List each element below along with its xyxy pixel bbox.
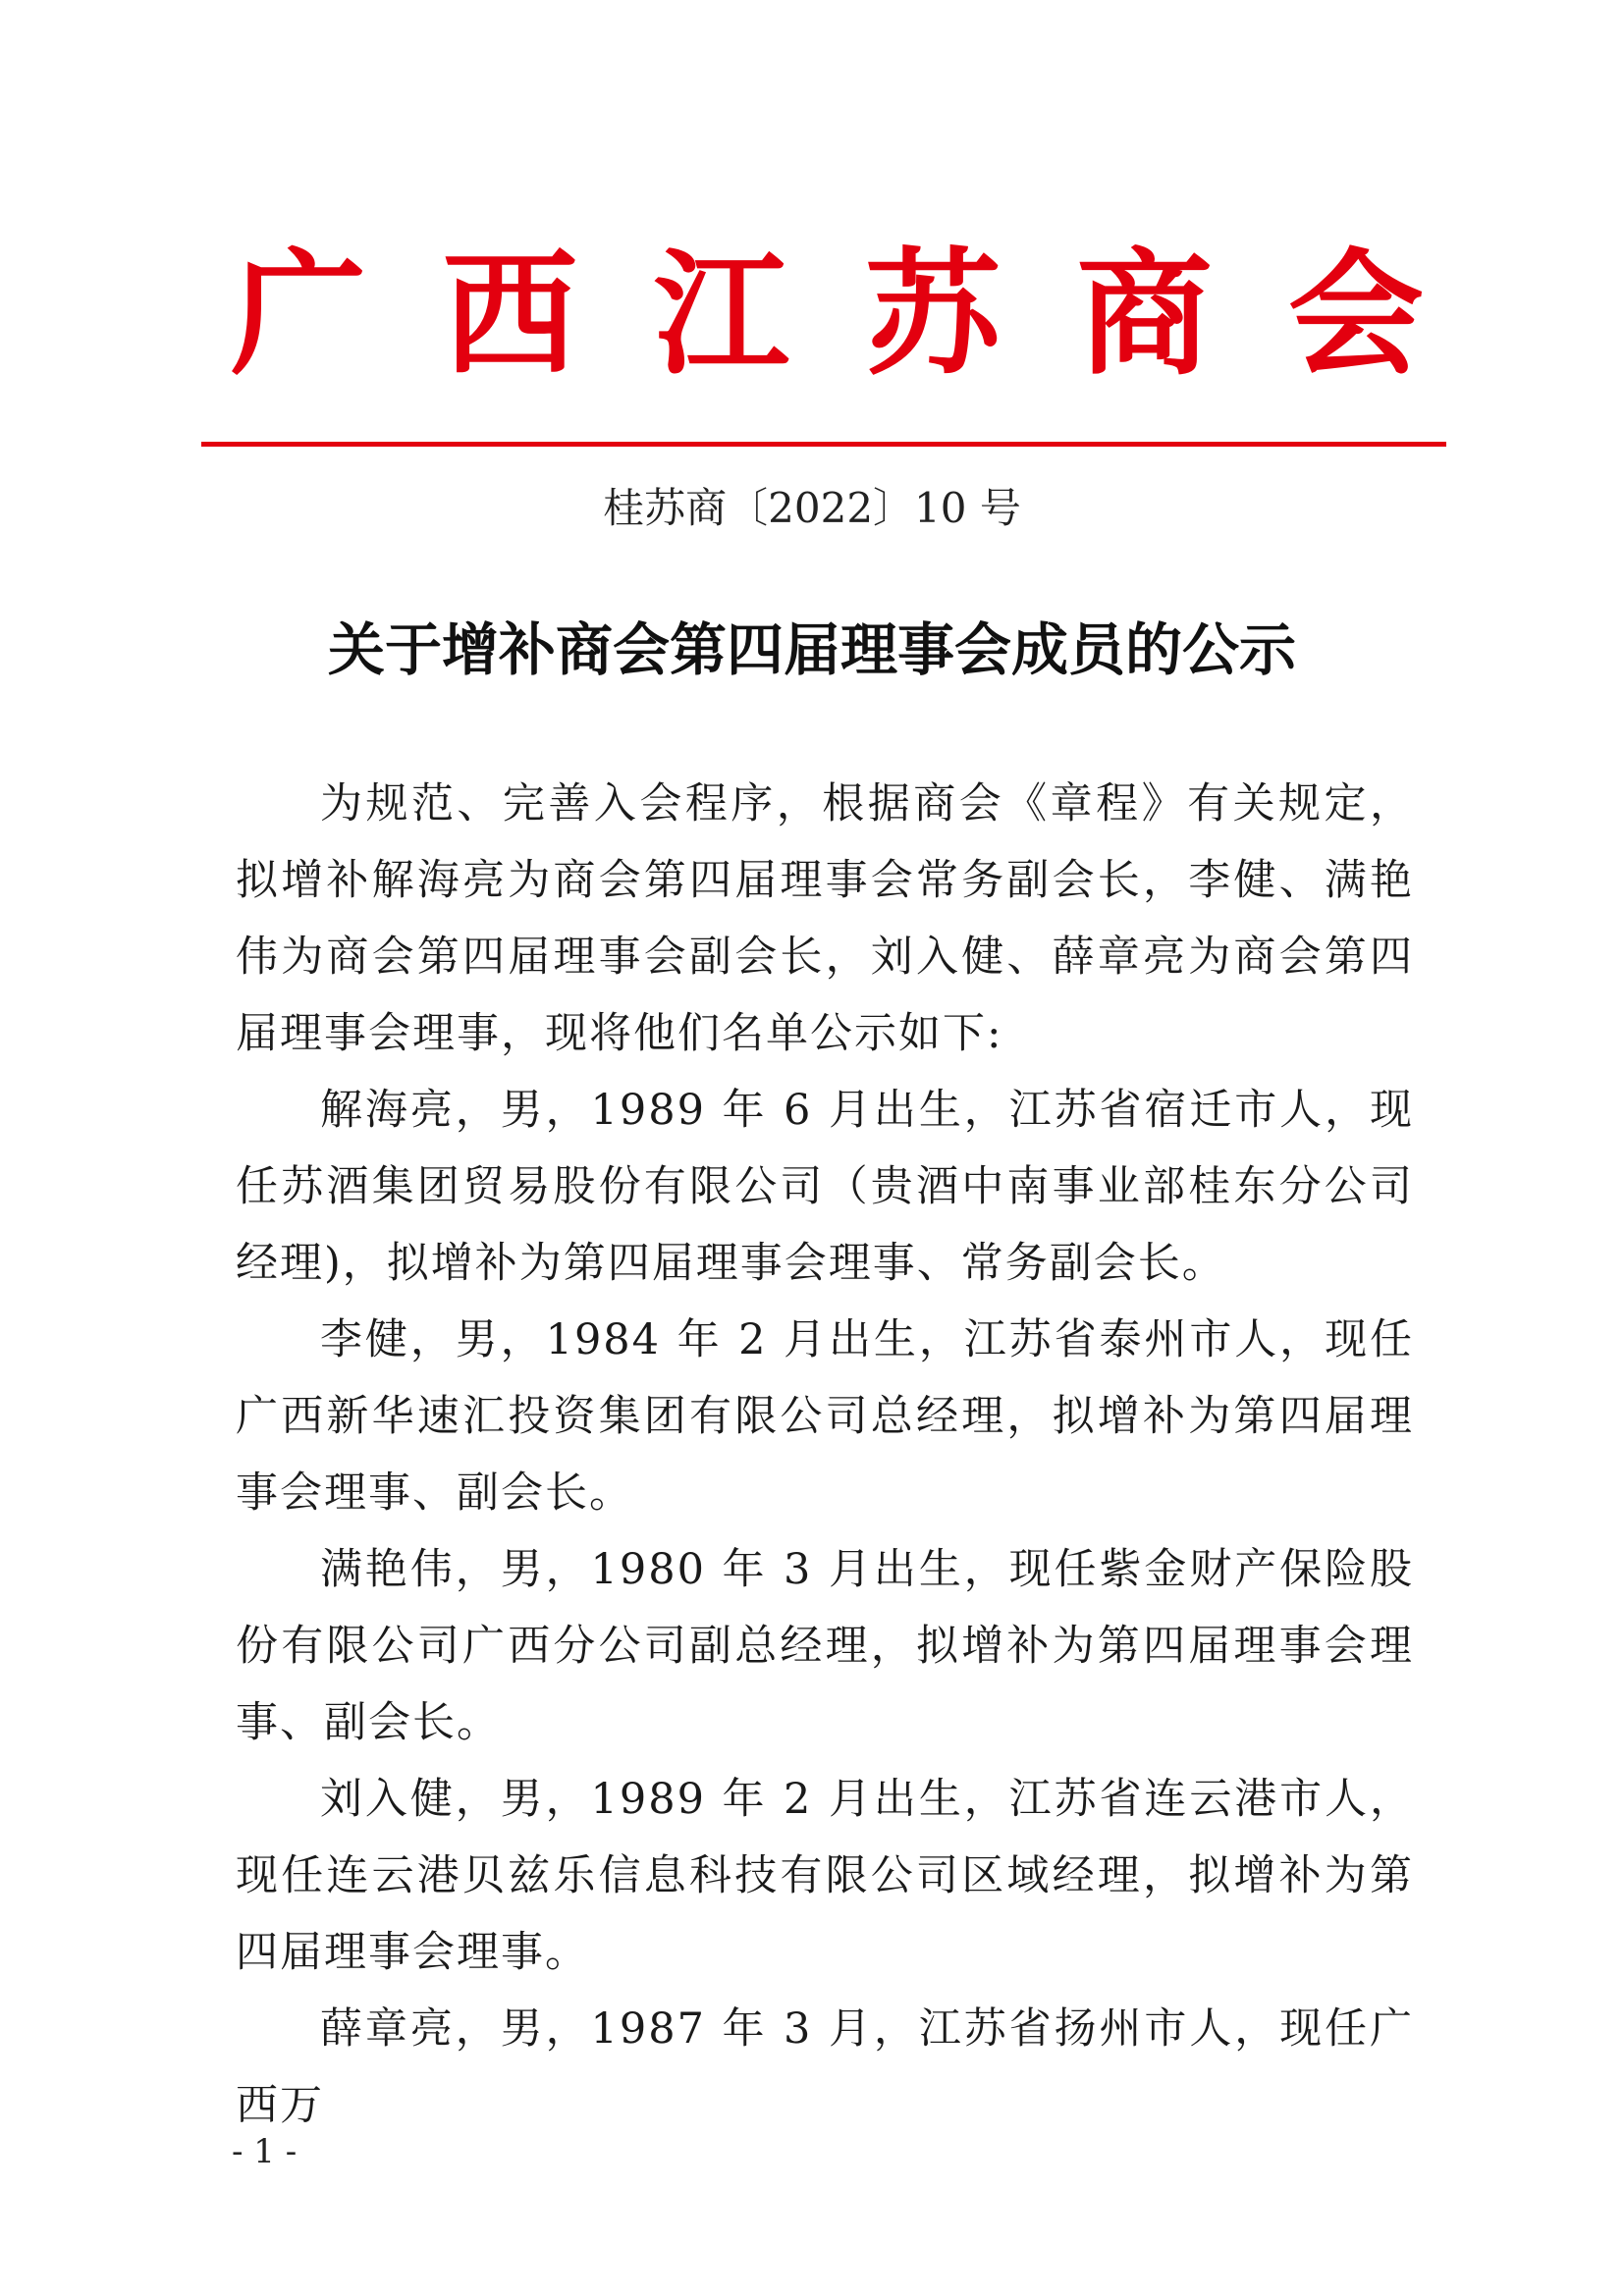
masthead (231, 234, 1424, 394)
masthead-char: 会 (1287, 234, 1424, 394)
body-paragraph: 为规范、完善入会程序，根据商会《章程》有关规定，拟增补解海亮为商会第四届理事会常务副会长，李健、满艳伟为商会第四届理事会副会长，刘入健、薛章亮为商会第四届理事会理事，现将他们名单公示如下: (236, 779, 1414, 1058)
body-paragraph: 薛章亮，男，1987 年 3 月，江苏省扬州市人，现任广西万 (236, 2004, 1414, 2130)
masthead-char: 江 (653, 234, 789, 394)
body-paragraph: 满艳伟，男，1980 年 3 月出生，现任紫金财产保险股份有限公司广西分公司副总经理，拟增补为第四届理事会理事、副会长。 (236, 1545, 1414, 1747)
masthead-char: 苏 (865, 234, 1001, 394)
masthead-char: 广 (231, 234, 367, 394)
page-number: - 1 - (232, 2132, 298, 2171)
document-number: 桂苏商〔2022〕10 号 (603, 484, 1021, 532)
document-body (236, 766, 1414, 2144)
body-paragraph: 刘入健，男，1989 年 2 月出生，江苏省连云港市人，现任连云港贝兹乐信息科技有限公司区域经理，拟增补为第四届理事会理事。 (236, 1775, 1414, 1977)
body-paragraph: 解海亮，男，1989 年 6 月出生，江苏省宿迁市人，现任苏酒集团贸易股份有限公司（贵酒中南事业部桂东分公司经理)，拟增补为第四届理事会理事、常务副会长。 (236, 1086, 1414, 1288)
masthead-char: 西 (442, 234, 578, 394)
masthead-divider (201, 442, 1446, 447)
body-paragraph: 李健，男，1984 年 2 月出生，江苏省泰州市人，现任广西新华速汇投资集团有限公司总经理，拟增补为第四届理事会理事、副会长。 (236, 1315, 1414, 1518)
masthead-char: 商 (1076, 234, 1213, 394)
document-title: 关于增补商会第四届理事会成员的公示 (327, 616, 1296, 683)
